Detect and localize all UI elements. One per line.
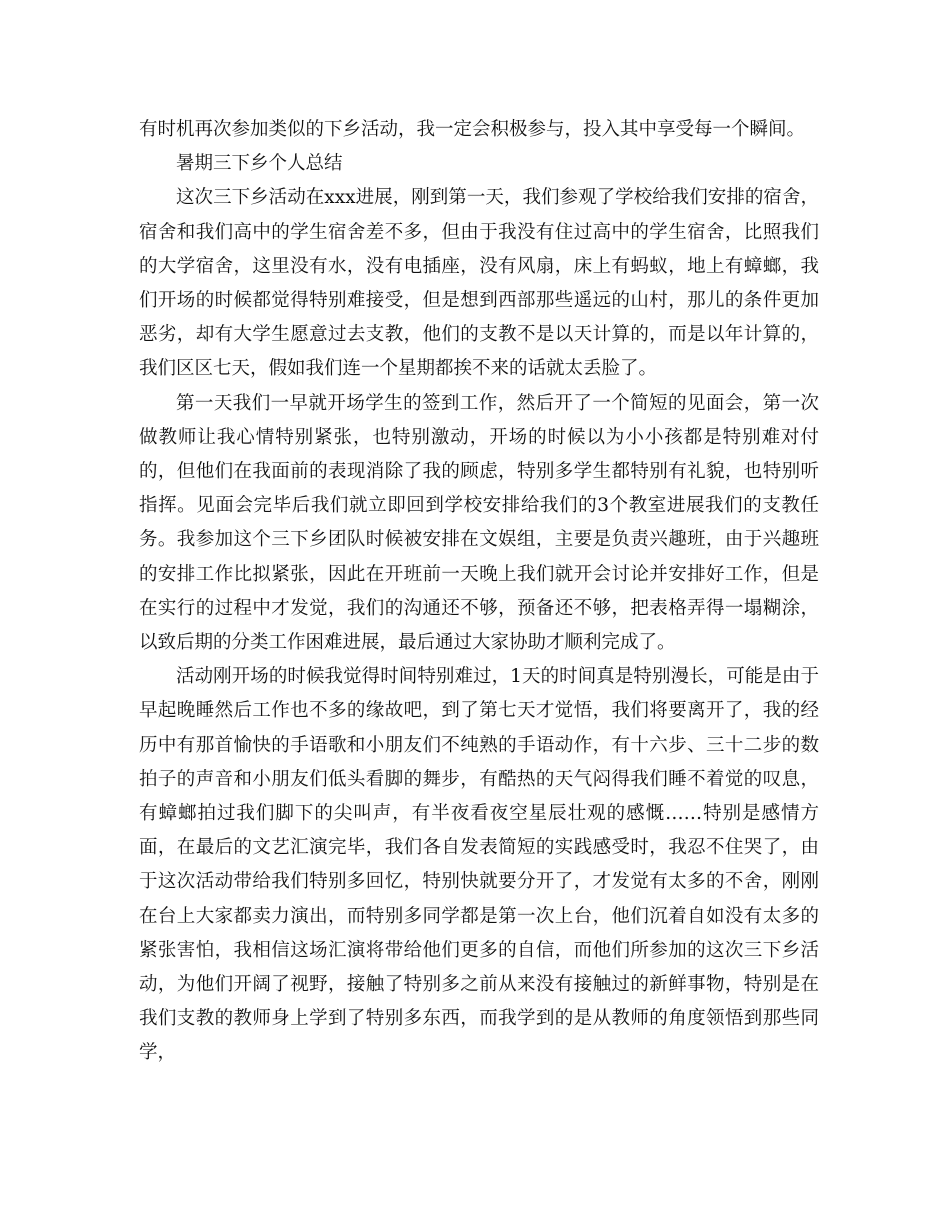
paragraph: 活动刚开场的时候我觉得时间特别难过，1天的时间真是特别漫长，可能是由于早起晚睡然后工作也不多的缘故吧，到了第七天才觉悟，我们将要离开了，我的经历中有那首愉快的手语歌和小朋友们不纯熟的手语动作，有十六步、三十二步的数拍子的声音和小朋友们低头看脚的舞步，有酷热的天气闷得我们睡不着觉的叹息，有蟑螂拍过我们脚下的尖叫声，有半夜看夜空星辰壮观的感慨……特别是感情方面，在最后的文艺汇演完毕，我们各自发表简短的实践感受时，我忍不住哭了，由于这次活动带给我们特别多回忆，特别快就要分开了，才发觉有太多的不舍，刚刚在台上大家都卖力演出，而特别多同学都是第一次上台，他们沉着自如没有太多的紧张害怕，我相信这场汇演将带给他们更多的自信，而他们所参加的这次三下乡活动，为他们开阔了视野，接触了特别多之前从来没有接触过的新鲜事物，特别是在我们支教的教师身上学到了特别多东西，而我学到的是从教师的角度领悟到那些同学， [139, 666, 819, 1064]
section-heading: 暑期三下乡个人总结 [176, 153, 343, 175]
document-body [139, 113, 819, 1071]
paragraph: 这次三下乡活动在xxx进展，刚到第一天，我们参观了学校给我们安排的宿舍，宿舍和我们高中的学生宿舍差不多，但由于我没有住过高中的学生宿舍，比照我们的大学宿舍，这里没有水，没有电插座，没有风扇，床上有蚂蚁，地上有蟑螂，我们开场的时候都觉得特别难接受，但是想到西部那些遥远的山村，那儿的条件更加恶劣，却有大学生愿意过去支教，他们的支教不是以天计算的，而是以年计算的，我们区区七天，假如我们连一个星期都挨不来的话就太丢脸了。 [139, 187, 819, 380]
paragraph: 有时机再次参加类似的下乡活动，我一定会积极参与，投入其中享受每一个瞬间。 [139, 119, 806, 140]
paragraph: 第一天我们一早就开场学生的签到工作，然后开了一个简短的见面会，第一次做教师让我心情特别紧张，也特别激动，开场的时候以为小小孩都是特别难对付的，但他们在我面前的表现消除了我的顾虑，特别多学生都特别有礼貌，也特别听指挥。见面会完毕后我们就立即回到学校安排给我们的3个教室进展我们的支教任务。我参加这个三下乡团队时候被安排在文娱组，主要是负责兴趣班，由于兴趣班的安排工作比拟紧张，因此在开班前一天晚上我们就开会讨论并安排好工作，但是在实行的过程中才发觉，我们的沟通还不够，预备还不够，把表格弄得一塌糊涂，以致后期的分类工作困难进展，最后通过大家协助才顺利完成了。 [139, 392, 819, 654]
